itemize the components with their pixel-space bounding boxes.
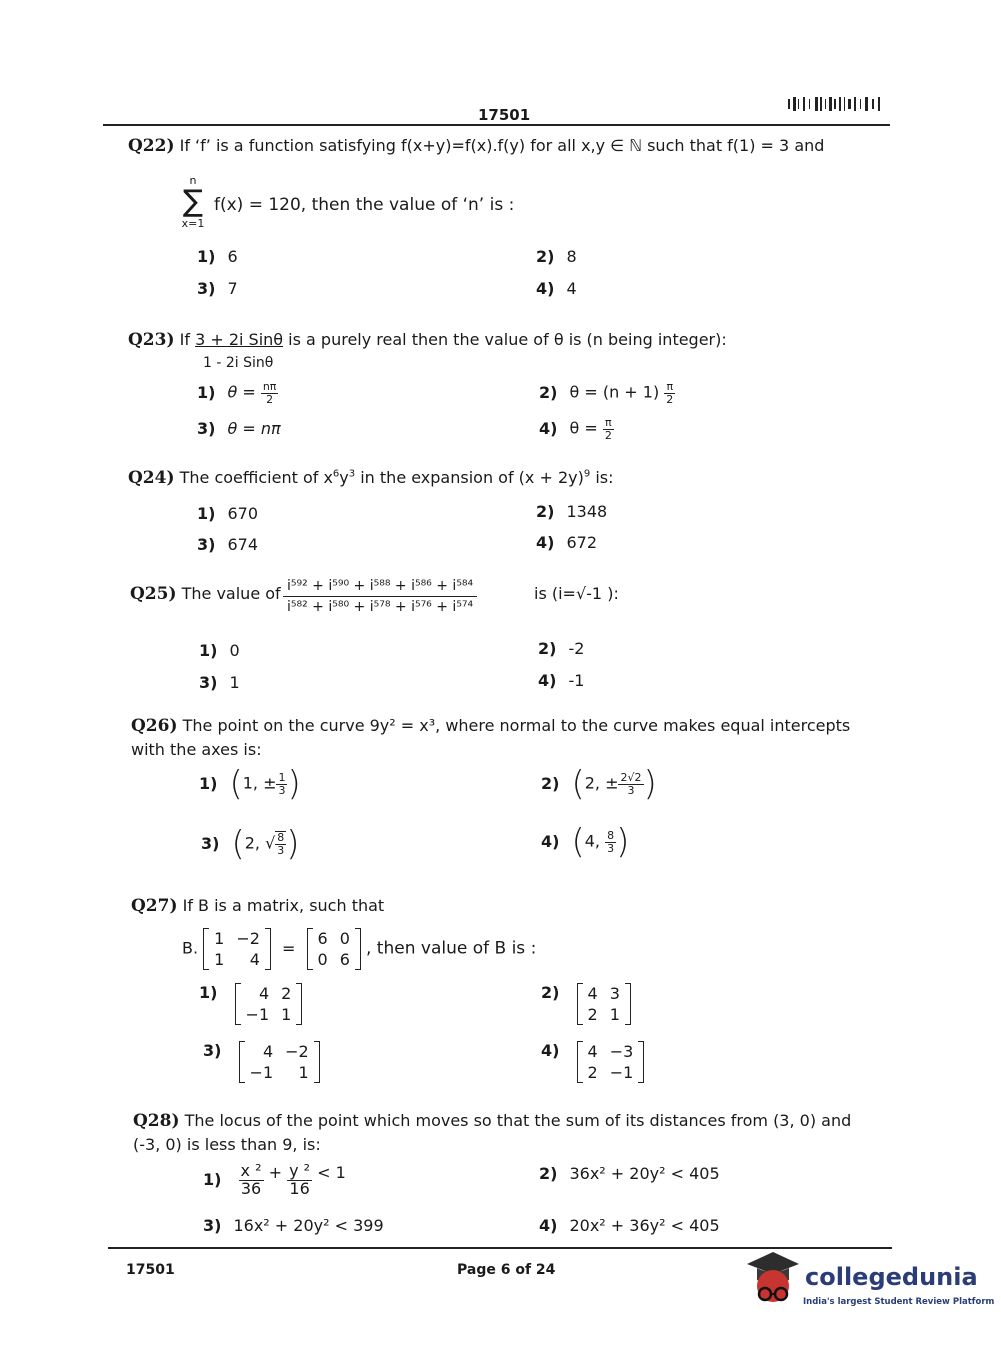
question-27: Q27) If B is a matrix, such that (131, 896, 385, 916)
mascot-logo-icon (743, 1250, 803, 1308)
q25-option-3: 3) 1 (199, 673, 240, 692)
q24-option-2: 2) 1348 (536, 502, 608, 521)
q28-option-2: 2) 36x² + 20y² < 405 (539, 1164, 720, 1183)
q27-option-2: 2) 4 3 2 1 (541, 983, 631, 1025)
brand-tagline: India's largest Student Review Platform (803, 1297, 995, 1307)
footer-code: 17501 (126, 1262, 175, 1278)
q27-option-3: 3) 4 −2 −1 1 (203, 1041, 320, 1083)
header-code: 17501 (478, 106, 531, 124)
q27-option-1: 1) 4 2 −1 1 (199, 983, 302, 1025)
q25-option-2: 2) -2 (538, 639, 585, 658)
q22-option-1: 1) 6 (197, 247, 238, 266)
q25-option-4: 4) -1 (538, 671, 585, 690)
q22-option-2: 2) 8 (536, 247, 577, 266)
question-25: Q25) The value of (130, 584, 281, 604)
q25-tail: is (i=√-1 ): (534, 584, 619, 603)
q23-option-4: 4) θ = $\frac{\pi}{2}$ (539, 416, 612, 442)
q23-option-3: 3) θ = nπ (197, 419, 281, 438)
q27-option-4: 4) 4 −3 2 −1 (541, 1041, 644, 1083)
q25-option-1: 1) 0 (199, 641, 240, 660)
q28-option-3: 3) 16x² + 20y² < 399 (203, 1216, 384, 1235)
question-26: Q26) The point on the curve 9y² = x³, where normal to the curve makes equal intercepts (131, 716, 851, 736)
brand-logo: collegedunia (805, 1263, 978, 1291)
q26-option-1: 1) (1, ± $\frac{1}{3}$ ) (199, 764, 301, 804)
q27-equation: B. 1 −2 1 4 = 6 0 0 6 , then value of B is : (182, 929, 537, 969)
question-28: Q28) The locus of the point which moves so that the sum of its distances from (3, 0) and (133, 1111, 852, 1131)
matrix-left: 1 −2 1 4 (203, 928, 271, 970)
q22-option-3: 3) 7 (197, 279, 238, 298)
summation-text: f(x) = 120, then the value of ‘n’ is : (214, 195, 515, 215)
q24-option-4: 4) 672 (536, 533, 597, 552)
page-number: Page 6 of 24 (457, 1262, 556, 1278)
q23-option-2: 2) θ = (n + 1) $\frac{\pi}{2}$ (539, 380, 674, 406)
question-24: Q24) The coefficient of $x^6y^3$ in the expansion of $(x + 2y)^9$ is: (128, 468, 614, 488)
q26-option-4: 4) (4, $\frac{8}{3}$ ) (541, 822, 630, 862)
q28-line-2: (-3, 0) is less than 9, is: (133, 1135, 321, 1154)
q28-option-1: 1) $\frac{\text{x ²}}{36}$ + $\frac{\text{y ²}}{16}$ < 1 (203, 1161, 346, 1198)
summation: n ∑ x=1 (181, 174, 205, 230)
question-23: Q23) If 3 + 2i Sinθ is a purely real then the value of θ is (n being integer): (128, 330, 727, 350)
q24-option-1: 1) 670 (197, 504, 258, 523)
matrix-right: 6 0 0 6 (307, 928, 361, 970)
barcode (786, 97, 886, 111)
question-22: Q22) If ‘f’ is a function satisfying f(x+y)=f(x).f(y) for all x,y ∈ ℕ such that f(1) = 3 and (128, 136, 825, 156)
q22-option-4: 4) 4 (536, 279, 577, 298)
q24-option-3: 3) 674 (197, 535, 258, 554)
q26-option-3: 3) (2, √ $\frac{8}{3}$ ) (201, 824, 300, 864)
q26-line-2: with the axes is: (131, 740, 262, 759)
q25-fraction: i⁵⁹² + i⁵⁹⁰ + i⁵⁸⁸ + i⁵⁸⁶ + i⁵⁸⁴ i⁵⁸² + i⁵⁸⁰ + i⁵⁷⁸ + i⁵⁷⁶ + i⁵⁷⁴ (283, 578, 477, 615)
q23-option-1: 1) θ = $\frac{n\pi}{2}$ (197, 380, 277, 406)
header-rule (103, 124, 890, 126)
footer-rule (108, 1247, 892, 1249)
q23-denominator: 1 - 2i Sinθ (203, 355, 274, 371)
q28-option-4: 4) 20x² + 36y² < 405 (539, 1216, 720, 1235)
q26-option-2: 2) (2, ± $\frac{2√2}{3}$ ) (541, 764, 657, 804)
